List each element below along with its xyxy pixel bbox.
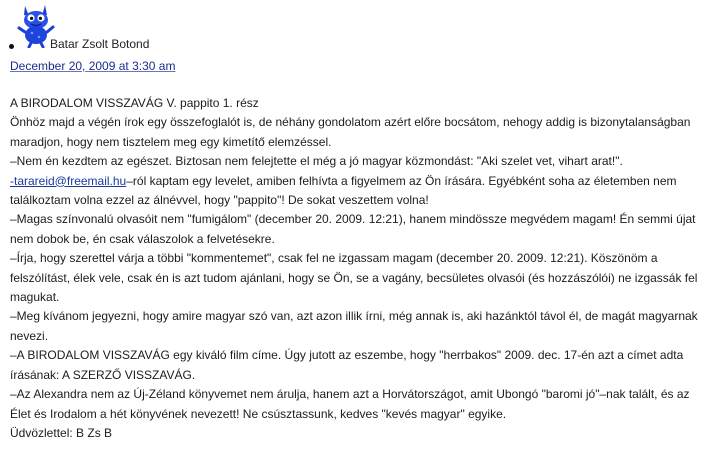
bullet-icon bbox=[9, 44, 14, 49]
email-link[interactable]: -tarareid@freemail.hu bbox=[10, 173, 127, 188]
comment-date-link[interactable]: December 20, 2009 at 3:30 am bbox=[10, 59, 176, 73]
comment-paragraph-1: –Nem én kezdtem az egészet. Biztosan nem felejtette el még a jó magyar közmondást: "Aki szelet vet, vihart arat!". bbox=[10, 154, 623, 169]
comment-body bbox=[10, 94, 700, 443]
comment-header bbox=[0, 0, 708, 80]
comment-paragraph-2 bbox=[10, 172, 700, 211]
comment-paragraph-7: –Az Alexandra nem az Új-Zéland könyvemet nem árulja, hanem azt a Horvátországot, amit Ubongó "baromi jó"–nak talált, és az Élet és Irodalom a hét könyvének nevezett! Ne csúsztassunk, kedves "kevés magyar" egyike. bbox=[10, 387, 690, 421]
comment-paragraph-6: –A BIRODALOM VISSZAVÁG egy kiváló film címe. Úgy jutott az eszembe, hogy "herrbakos" 2009. dec. 17-én azt a címet adta írásának: A SZERZŐ VISSZAVÁG. bbox=[10, 348, 684, 382]
comment-paragraph-2-text: –ról kaptam egy levelet, amiben felhívta a figyelmem az Ön írására. Egyébként soha az életemben nem találkoztam volna ezzel az álnévvel, hogy "pappito"! De sokat veszettem volna! bbox=[10, 173, 677, 208]
comment-paragraph-3: –Magas színvonalú olvasóit nem "fumigálom" (december 20. 2009. 12:21), hanem mindössze megvédem magam! Én semmi újat nem dobok be, én csak válaszolok a felvetésekre. bbox=[10, 212, 696, 246]
comment-signature: Üdvözlettel: B Zs B bbox=[10, 425, 113, 440]
comment-paragraph-4: –Írja, hogy szerettel várja a többi "kommentemet", csak fel ne izgassam magam (december 20. 2009. 12:21). Köszönöm a felszólítást, élek vele, csak én is azt tudom ajánlani, hogy se Ön, se a vagány, becsületes olvasói (és hozzászólói) ne izgassák fel magukat. bbox=[10, 251, 698, 305]
comment-paragraph-5: –Meg kívánom jegyezni, hogy amire magyar szó van, azt azon illik írni, még annak is, aki hazánktól távol él, de magát magyarnak nevezi. bbox=[10, 309, 698, 343]
comment-title: A BIRODALOM VISSZAVÁG V. pappito 1. rész bbox=[10, 96, 259, 110]
comment-author: Batar Zsolt Botond bbox=[50, 37, 150, 51]
comment-intro: Önhöz majd a végén írok egy összefoglalót is, de néhány gondolatom azért előre bocsátom, nehogy addig is bizonytalanságban maradjon, hogy nem tisztelem meg egy kimetítő elemzéssel. bbox=[10, 115, 691, 149]
